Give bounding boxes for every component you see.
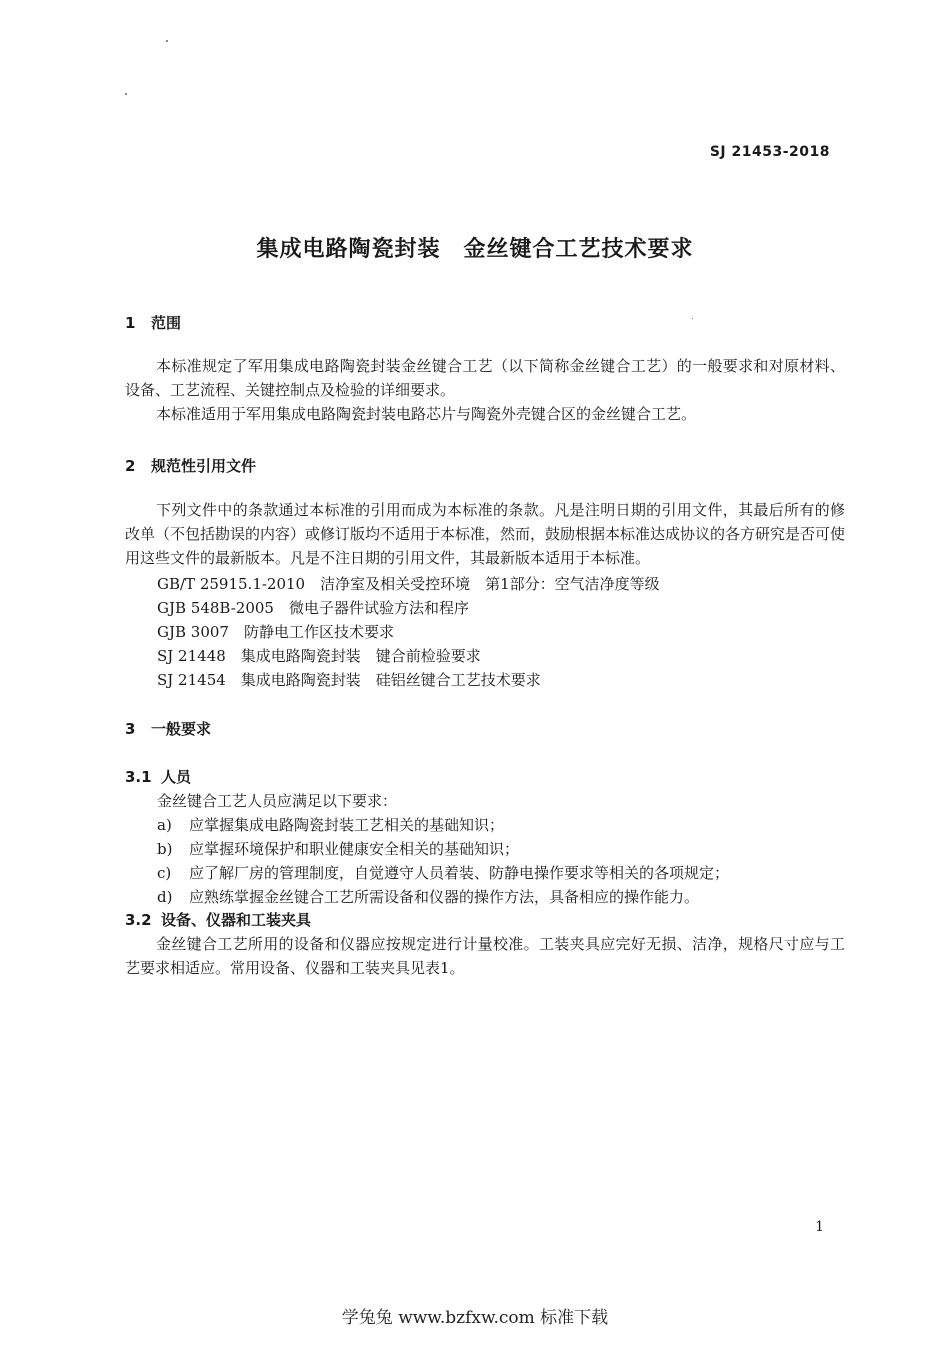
page-number: 1 [815, 1219, 824, 1235]
section-number: 3 [125, 720, 136, 738]
section-title: 范围 [151, 314, 182, 332]
reference-item: GJB 3007 防静电工作区技术要求 [157, 623, 394, 641]
reference-item: GJB 548B-2005 微电子器件试验方法和程序 [157, 599, 469, 617]
list-item [157, 838, 519, 859]
subsection-3-1-heading [125, 766, 191, 787]
list-item-text: 应掌握环境保护和职业健康安全相关的基础知识； [189, 840, 520, 858]
scan-speck [166, 40, 168, 42]
list-item-label: a) [157, 816, 172, 834]
list-item-label: b) [157, 840, 173, 858]
section-1-paragraph: 本标准规定了军用集成电路陶瓷封装金丝键合工艺（以下简称金丝键合工艺）的一般要求和对原材料、设备、工艺流程、关键控制点及检验的详细要求。 [125, 357, 845, 399]
section-1-heading [125, 312, 181, 333]
list-item-text: 应熟练掌握金丝键合工艺所需设备和仪器的操作方法，具备相应的操作能力。 [189, 888, 700, 906]
section-number: 2 [125, 457, 136, 475]
scan-speck [125, 93, 127, 95]
section-2-heading [125, 455, 256, 476]
section-3-heading [125, 718, 211, 739]
list-item-text: 应了解厂房的管理制度，自觉遵守人员着装、防静电操作要求等相关的各项规定； [189, 864, 730, 882]
list-item [157, 814, 504, 835]
list-item [157, 862, 729, 883]
section-title: 规范性引用文件 [151, 457, 257, 475]
section-title: 一般要求 [151, 720, 212, 738]
reference-item: SJ 21454 集成电路陶瓷封装 硅铝丝键合工艺技术要求 [157, 671, 541, 689]
subsection-3-2-heading [125, 909, 311, 930]
reference-item: GB/T 25915.1-2010 洁净室及相关受控环境 第1部分：空气洁净度等级 [157, 575, 660, 593]
standard-code: SJ 21453-2018 [709, 144, 830, 160]
reference-item: SJ 21448 集成电路陶瓷封装 键合前检验要求 [157, 647, 481, 665]
document-title: 集成电路陶瓷封装 金丝键合工艺技术要求 [256, 237, 694, 262]
watermark-footer: 学兔兔 www.bzfxw.com 标准下载 [341, 1308, 609, 1328]
subsection-number: 3.1 [125, 768, 152, 786]
subsection-3-1-intro: 金丝键合工艺人员应满足以下要求： [157, 792, 398, 810]
list-item-text: 应掌握集成电路陶瓷封装工艺相关的基础知识； [189, 816, 505, 834]
subsection-title: 设备、仪器和工装夹具 [161, 911, 312, 929]
scan-speck [692, 318, 693, 319]
section-2-intro: 下列文件中的条款通过本标准的引用而成为本标准的条款。凡是注明日期的引用文件，其最后所有的修改单（不包括勘误的内容）或修订版均不适用于本标准，然而，鼓励根据本标准达成协议的各方研究是否可使用这些文件的最新版本。凡是不注日期的引用文件，其最新版本适用于本标准。 [125, 501, 846, 567]
subsection-title: 人员 [161, 768, 192, 786]
list-item-label: d) [157, 888, 173, 906]
subsection-number: 3.2 [125, 911, 152, 929]
section-number: 1 [125, 314, 136, 332]
subsection-3-2-paragraph: 金丝键合工艺所用的设备和仪器应按规定进行计量校准。工装夹具应完好无损、洁净，规格尺寸应与工艺要求相适应。常用设备、仪器和工装夹具见表1。 [125, 935, 845, 977]
section-1-paragraph: 本标准适用于军用集成电路陶瓷封装电路芯片与陶瓷外壳键合区的金丝键合工艺。 [156, 405, 697, 423]
list-item [157, 886, 699, 907]
list-item-label: c) [157, 864, 172, 882]
